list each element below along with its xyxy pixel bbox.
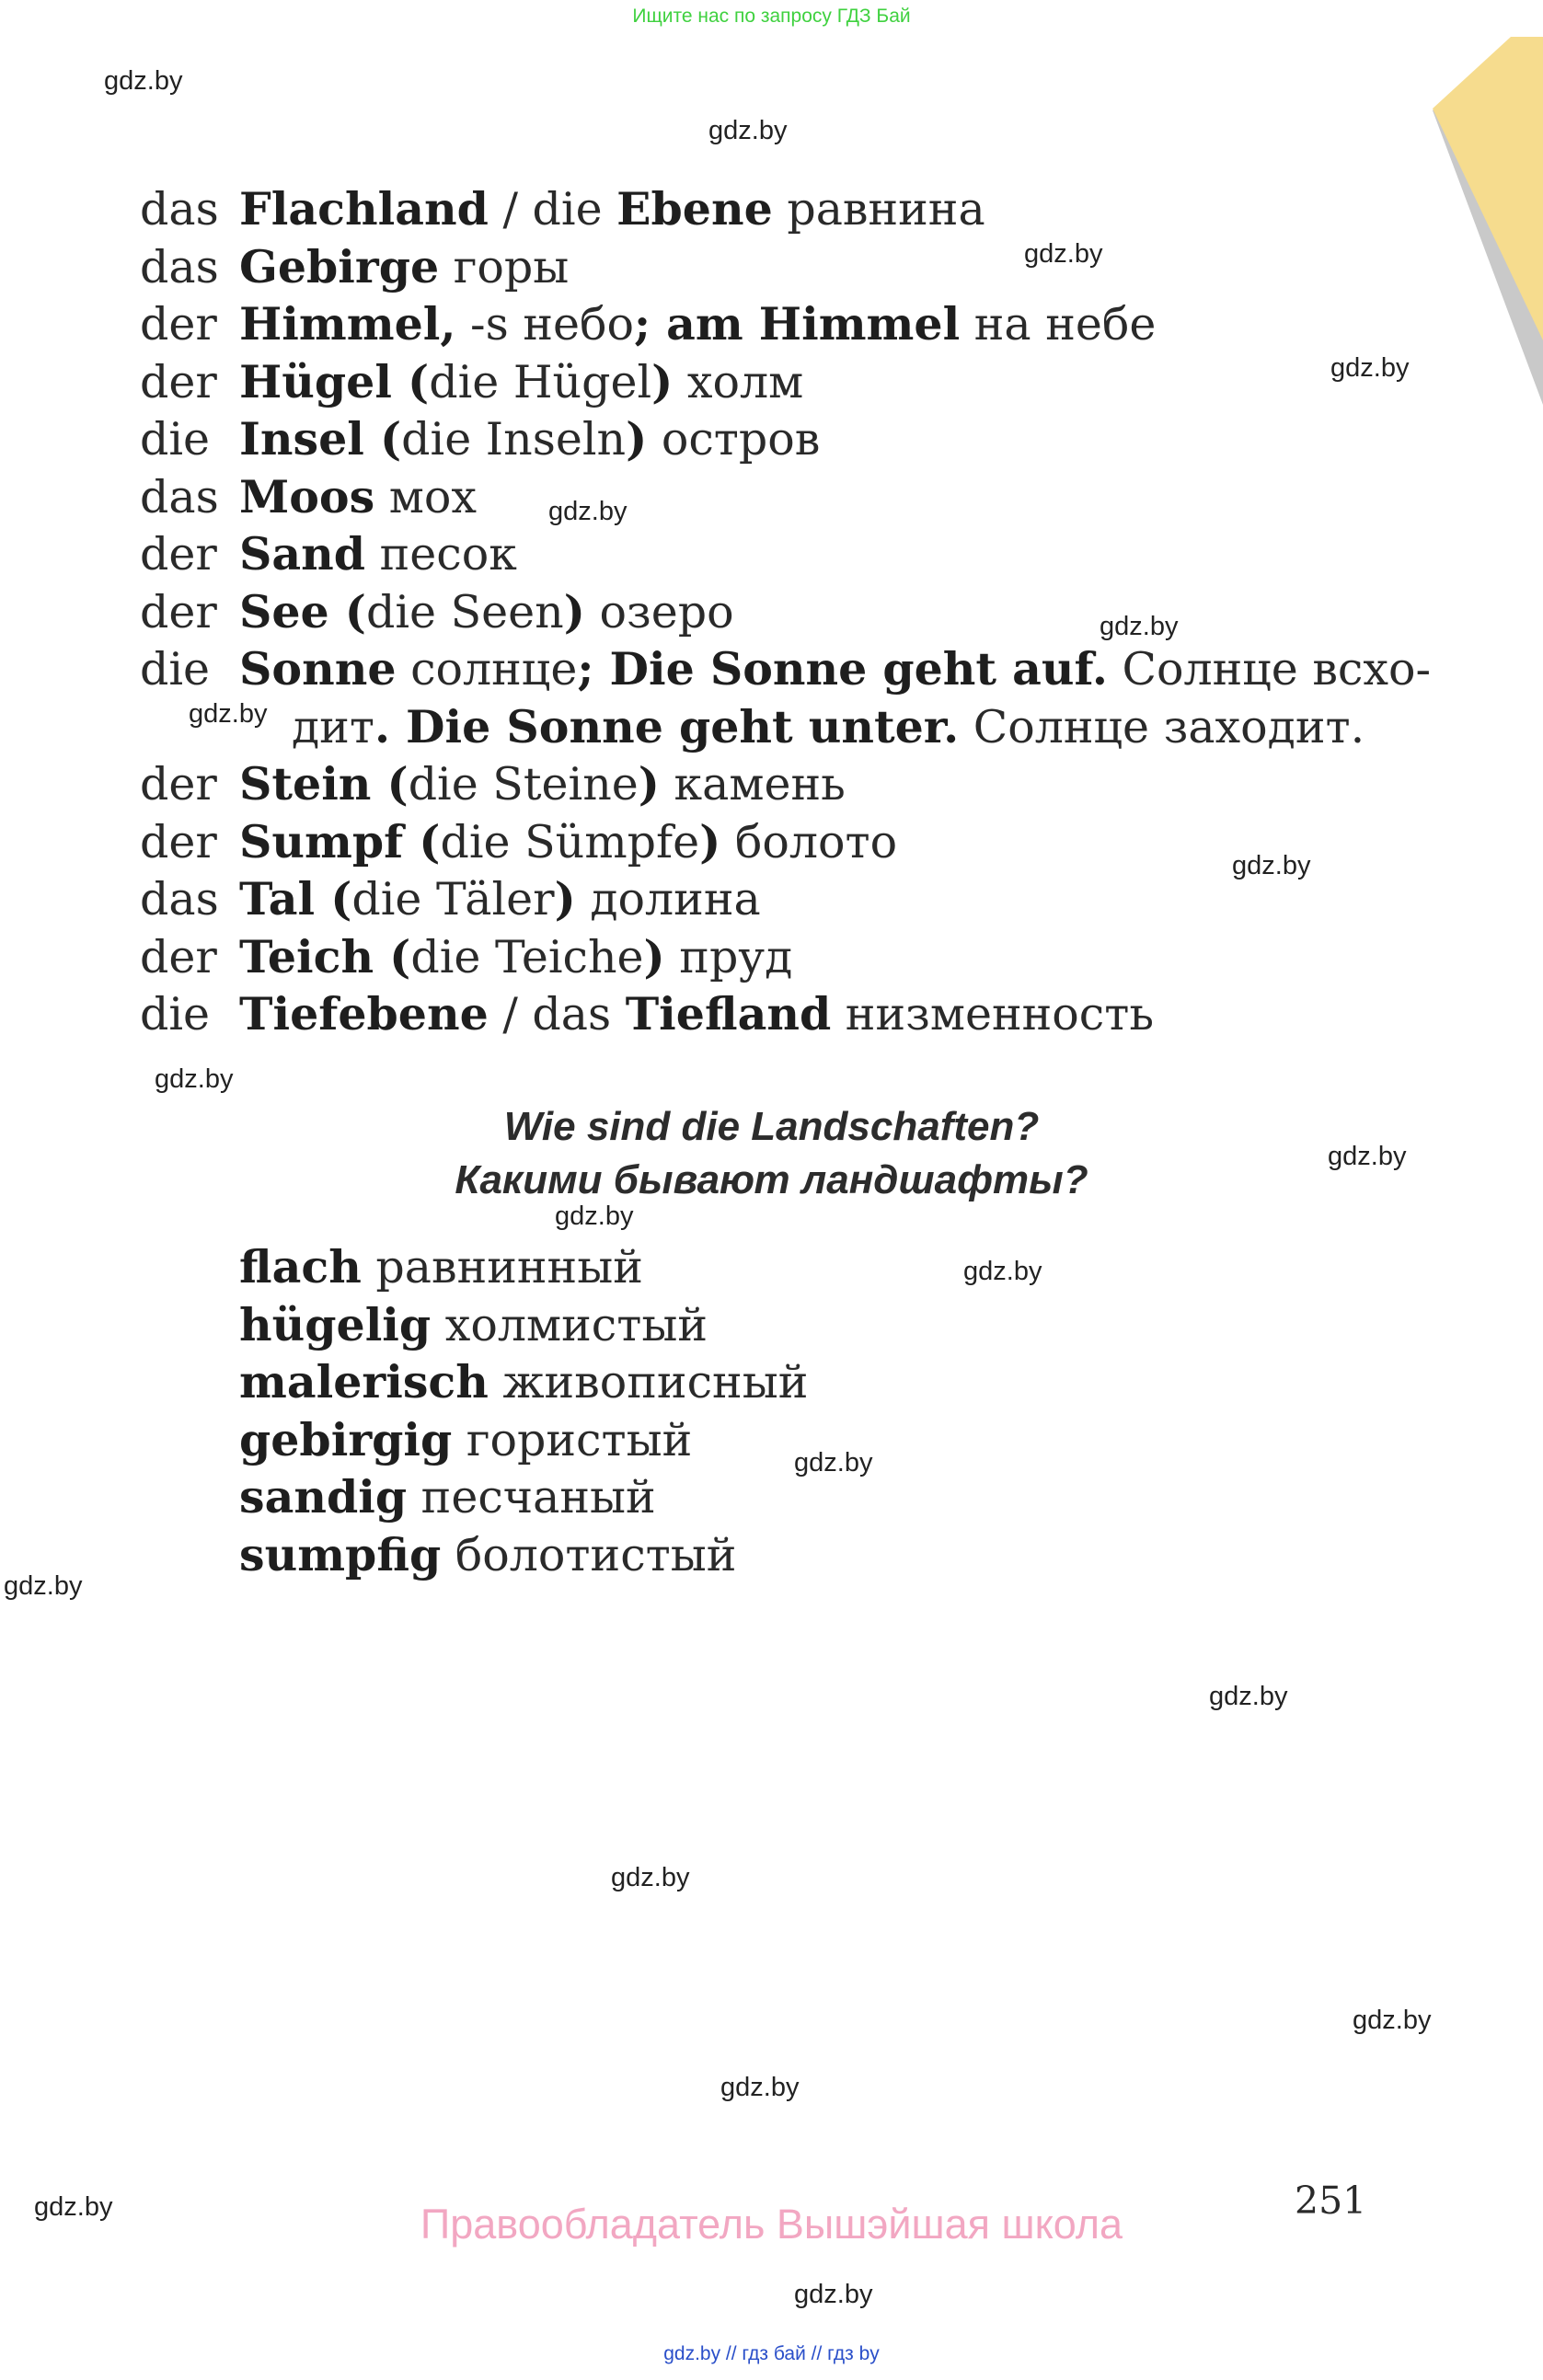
translation-text: равнина (772, 183, 985, 236)
watermark: gdz.by (548, 497, 628, 526)
russian-translation: болотистый (441, 1528, 737, 1581)
translation-text: Солнце заходит. (959, 700, 1365, 753)
translation-text: озеро (584, 585, 734, 638)
translation-text: долина (575, 873, 761, 926)
article: das (140, 240, 219, 293)
translation-text: солнце (396, 643, 578, 696)
translation-text: / die (488, 183, 617, 236)
german-term: ) (563, 584, 585, 638)
watermark: gdz.by (4, 1571, 83, 1601)
translation-text: die Inseln (401, 413, 627, 466)
vocabulary-list (140, 180, 1431, 1043)
translation-text: die Sümpfe (440, 815, 700, 868)
german-term: Ebene (616, 182, 773, 236)
german-term: Sand (239, 527, 366, 581)
translation-text: болото (720, 815, 898, 868)
adjective-entry (239, 1468, 808, 1526)
vocab-entry (140, 985, 1431, 1043)
article: das (140, 470, 219, 523)
vocab-entry (140, 870, 1431, 928)
translation-text: die Hügel (429, 355, 652, 408)
german-term: ) (699, 814, 721, 868)
translation-text: / das (488, 988, 626, 1041)
watermark: gdz.by (104, 66, 183, 96)
german-term: ) (643, 929, 665, 983)
watermark: gdz.by (611, 1863, 690, 1892)
russian-translation: холмистый (431, 1298, 708, 1351)
vocab-entry (140, 755, 1431, 813)
german-term: Sonne (239, 642, 397, 696)
german-term: ) (626, 412, 648, 466)
translation-text: на небе (960, 298, 1157, 351)
vocab-entry (140, 180, 1431, 238)
german-adjective: sandig (239, 1470, 408, 1523)
adjective-entry (239, 1526, 808, 1584)
article: das (140, 873, 219, 926)
watermark: gdz.by (720, 2073, 800, 2102)
russian-translation: равнинный (361, 1241, 643, 1293)
article: die (140, 643, 211, 696)
watermark: gdz.by (1232, 851, 1311, 880)
adjective-entry (239, 1238, 808, 1296)
adjective-entry (239, 1353, 808, 1411)
adjective-list (239, 1238, 808, 1583)
watermark: gdz.by (555, 1201, 634, 1231)
translation-text: -s небо (455, 298, 634, 351)
article: der (140, 298, 217, 351)
translation-text: die Seen (365, 585, 564, 638)
article: der (140, 930, 217, 983)
footer-links: gdz.by // гдз бай // гдз by (663, 2343, 880, 2364)
watermark: gdz.by (708, 116, 788, 145)
russian-translation: гористый (452, 1413, 693, 1466)
watermark: gdz.by (189, 699, 268, 729)
translation-text: горы (439, 240, 570, 293)
watermark: gdz.by (794, 1448, 873, 1477)
article: die (140, 988, 211, 1041)
translation-text: холм (673, 355, 804, 408)
german-term: ; Die Sonne geht auf. (577, 642, 1108, 696)
vocab-entry (140, 640, 1431, 698)
vocab-entry (140, 583, 1431, 641)
german-term: Stein ( (239, 757, 409, 811)
article: die (140, 413, 211, 466)
watermark: gdz.by (1330, 353, 1410, 383)
section-heading-russian: Какими бывают ландшафты? (455, 1157, 1088, 1202)
german-term: Insel ( (239, 412, 402, 466)
vocab-entry (140, 525, 1431, 583)
german-term: Tal ( (239, 872, 352, 926)
german-term: Himmel, (239, 297, 456, 351)
translation-text: die Täler (351, 873, 555, 926)
german-adjective: hügelig (239, 1297, 432, 1351)
translation-text: die Steine (408, 758, 639, 811)
german-term: See ( (239, 584, 366, 638)
russian-translation: песчаный (407, 1471, 656, 1523)
article: der (140, 355, 217, 408)
rights-holder: Правообладатель Вышэйшая школа (420, 2201, 1123, 2248)
watermark: gdz.by (963, 1257, 1042, 1286)
vocab-entry (140, 353, 1431, 411)
german-term: ) (651, 354, 674, 408)
translation-text: песок (365, 528, 517, 581)
article: der (140, 528, 217, 581)
german-term: ) (554, 872, 576, 926)
german-term: Tiefland (625, 987, 832, 1041)
article: der (140, 758, 217, 811)
top-banner: Ищите нас по запросу ГДЗ Бай (632, 6, 911, 27)
adjective-entry (239, 1296, 808, 1354)
translation-text: дит (292, 700, 374, 753)
german-adjective: flach (239, 1240, 362, 1293)
translation-text: die Teiche (410, 930, 644, 983)
watermark: gdz.by (794, 2280, 873, 2309)
german-term: ; am Himmel (633, 297, 961, 351)
article: der (140, 815, 217, 868)
translation-text: мох (374, 470, 478, 523)
watermark: gdz.by (1353, 2006, 1432, 2035)
watermark: gdz.by (155, 1064, 234, 1094)
russian-translation: живописный (488, 1356, 809, 1408)
german-term: . Die Sonne geht unter. (374, 699, 960, 753)
watermark: gdz.by (1209, 1682, 1288, 1711)
german-term: ) (638, 757, 660, 811)
vocab-entry (140, 295, 1431, 353)
vocab-entry-continuation (140, 698, 1431, 756)
adjective-entry (239, 1411, 808, 1469)
german-term: Hügel ( (239, 354, 430, 408)
vocab-entry (140, 410, 1431, 468)
german-term: Flachland (239, 182, 489, 236)
german-adjective: malerisch (239, 1355, 489, 1408)
german-adjective: sumpfig (239, 1527, 442, 1581)
translation-text: низменность (831, 988, 1155, 1041)
watermark: gdz.by (1100, 612, 1179, 641)
section-heading-german: Wie sind die Landschaften? (503, 1104, 1040, 1149)
vocab-entry (140, 928, 1431, 986)
vocab-entry (140, 813, 1431, 871)
german-adjective: gebirgig (239, 1412, 453, 1466)
article: das (140, 183, 219, 236)
german-term: Sumpf ( (239, 814, 441, 868)
translation-text: камень (659, 758, 846, 811)
german-term: Tiefebene (239, 987, 489, 1041)
translation-text: остров (647, 413, 821, 466)
german-term: Gebirge (239, 239, 440, 293)
vocab-entry (140, 238, 1431, 296)
page-number: 251 (1295, 2179, 1367, 2223)
vocab-entry (140, 468, 1431, 526)
watermark: gdz.by (34, 2192, 113, 2222)
watermark: gdz.by (1328, 1142, 1407, 1171)
watermark: gdz.by (1024, 239, 1103, 269)
article: der (140, 585, 217, 638)
german-term: Teich ( (239, 929, 411, 983)
translation-text: пруд (664, 930, 793, 983)
german-term: Moos (239, 469, 375, 523)
translation-text: Солнце всхо- (1107, 643, 1432, 696)
